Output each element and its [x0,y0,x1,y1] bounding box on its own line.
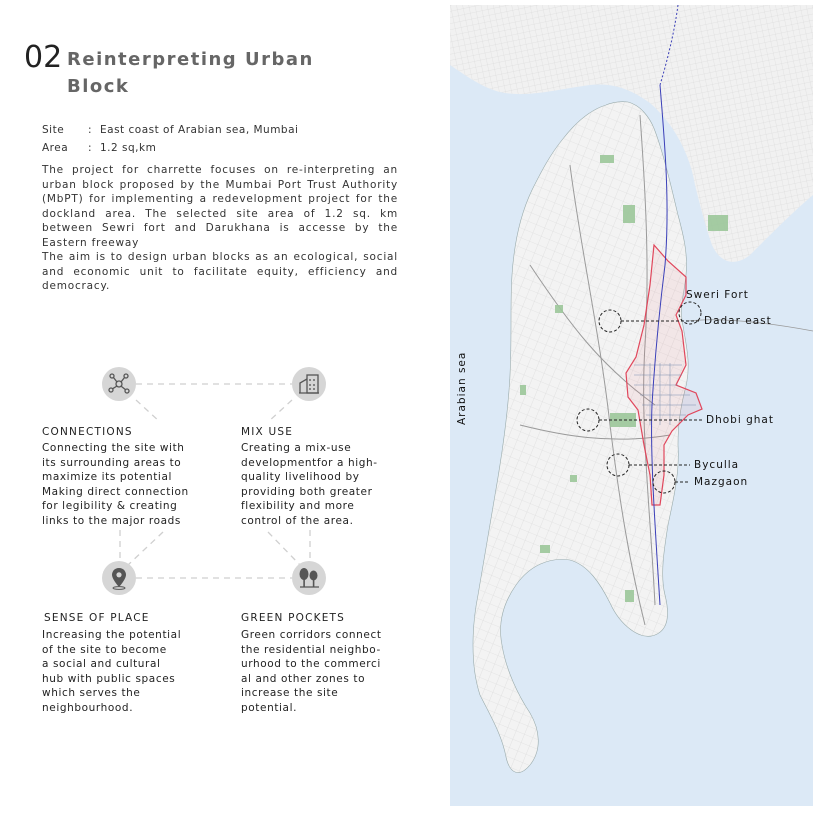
feature-body-green-pockets: Green corridors connect the residential neighbo- urhood to the commerci al and other zones to increase the site potential. [241,629,382,714]
site-label: Site [42,124,65,136]
section-number: 02 [24,40,63,75]
area-separator: : [88,142,93,154]
page-title: Reinterpreting Urban Block [67,49,314,97]
area-value: 1.2 sq,km [100,142,157,154]
description-paragraph-2: The aim is to design urban blocks as an ecological, social and economic unit to facilitate equity, efficiency and democracy. [42,251,398,292]
feature-title-mix-use: MIX USE [241,426,294,438]
label-dadar-east: Dadar east [704,315,772,327]
network-icon [102,367,136,401]
feature-body-connections: Connecting the site with its surrounding areas to maximize its potential Making direct connection for legibility & creating links to the major roads [42,442,189,527]
description-paragraph-1: The project for charrette focuses on re-interpreting an urban block proposed by the Mumbai Port Trust Authority (MbPT) for implementing a redevelopment project for the dockland area. The selected site area of 1.2 sq. km between Sewri fort and Darukhana is accesse by the Eastern freeway [42,164,398,249]
feature-body-sense-of-place: Increasing the potential of the site to become a social and cultural hub with public spaces which serves the neighbourhood. [42,629,182,714]
label-mazgaon: Mazgaon [694,476,749,488]
feature-body-mix-use: Creating a mix-use developmentfor a high- quality livelihood by providing both greater flexibility and more control of the area. [241,442,378,527]
label-arabian-sea: Arabian sea [456,351,468,425]
trees-icon [292,561,326,595]
site-separator: : [88,124,93,136]
buildings-icon [292,367,326,401]
feature-title-sense-of-place: SENSE OF PLACE [44,612,150,624]
area-label: Area [42,142,69,154]
site-value: East coast of Arabian sea, Mumbai [100,124,299,136]
label-byculla: Byculla [694,459,740,471]
feature-title-green-pockets: GREEN POCKETS [241,612,346,624]
label-dhobi-ghat: Dhobi ghat [706,414,774,426]
location-pin-icon [102,561,136,595]
feature-title-connections: CONNECTIONS [42,426,133,438]
mumbai-site-map [450,5,813,806]
label-sewri-fort: Sweri Fort [686,289,749,301]
